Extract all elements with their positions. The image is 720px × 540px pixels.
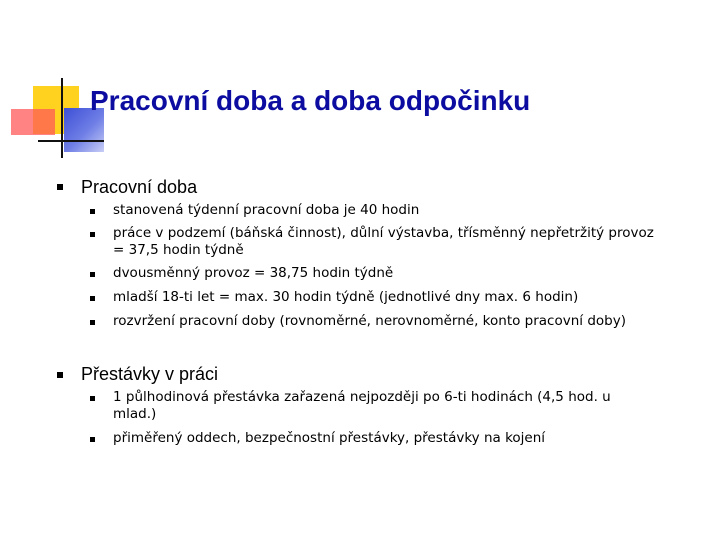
bullet-square-icon <box>57 184 63 190</box>
section-heading-working-hours: Pracovní doba <box>81 177 198 197</box>
section-heading-breaks: Přestávky v práci <box>81 364 219 384</box>
slide-title: Pracovní doba a doba odpočinku <box>90 85 531 116</box>
bullet-square-icon <box>90 232 95 237</box>
list-item-continuation: = 37,5 hodin týdně <box>113 242 244 258</box>
list-item: stanovená týdenní pracovní doba je 40 hodin <box>113 202 420 218</box>
list-item: práce v podzemí (báňská činnost), důlní výstavba, třísměnný nepřetržitý provoz <box>113 225 654 241</box>
list-item: rozvržení pracovní doby (rovnoměrné, nerovnoměrné, konto pracovní doby) <box>113 313 626 329</box>
bullet-square-icon <box>57 372 63 378</box>
logo-horizontal-line <box>38 140 104 142</box>
bullet-square-icon <box>90 437 95 442</box>
bullet-square-icon <box>90 209 95 214</box>
bullet-square-icon <box>90 396 95 401</box>
list-item: přiměřený oddech, bezpečnostní přestávky, přestávky na kojení <box>113 430 546 446</box>
list-item: dvousměnný provoz = 38,75 hodin týdně <box>113 265 394 281</box>
list-item: 1 půlhodinová přestávka zařazená nejpozději po 6-ti hodinách (4,5 hod. u <box>113 389 611 405</box>
logo-red-bar <box>11 109 55 135</box>
logo-vertical-line <box>61 78 63 158</box>
bullet-square-icon <box>90 272 95 277</box>
list-item: mladší 18-ti let = max. 30 hodin týdně (jednotlivé dny max. 6 hodin) <box>113 289 579 305</box>
bullet-square-icon <box>90 296 95 301</box>
bullet-square-icon <box>90 320 95 325</box>
list-item-continuation: mlad.) <box>113 406 157 422</box>
